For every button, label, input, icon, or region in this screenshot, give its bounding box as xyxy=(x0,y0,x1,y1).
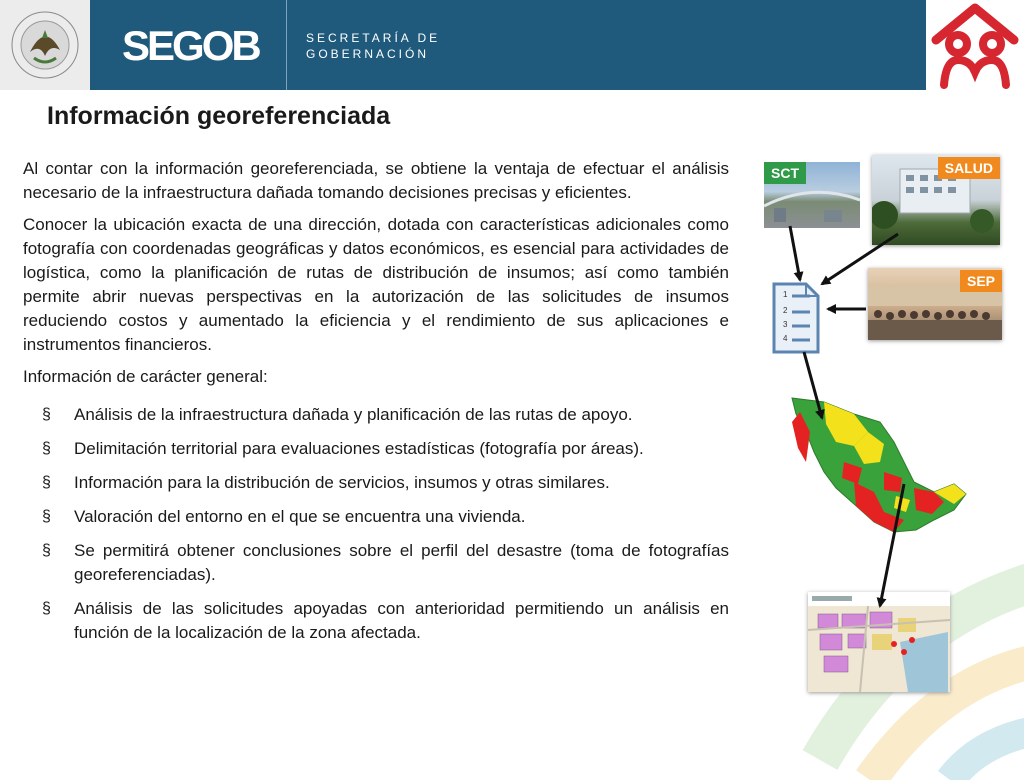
general-info-heading: Información de carácter general: xyxy=(23,367,268,386)
section-bullet-icon: § xyxy=(42,508,51,525)
mexico-seal xyxy=(0,0,91,90)
eagle-seal-icon xyxy=(0,0,90,90)
list-item-text: Se permitirá obtener conclusiones sobre el perfil del desastre (toma de fotografías georeferenciadas). xyxy=(74,541,729,584)
secretaria-text xyxy=(306,30,486,62)
doc-number: 2 xyxy=(783,306,788,315)
sct-label: SCT xyxy=(764,162,806,184)
family-logo xyxy=(926,0,1024,90)
list-item xyxy=(23,597,729,645)
list-item-text: Análisis de las solicitudes apoyadas con anterioridad permitiendo un análisis en función de la localización de la zona afectada. xyxy=(74,599,729,642)
doc-number: 3 xyxy=(783,320,788,329)
document-icon xyxy=(770,282,822,354)
sct-photo xyxy=(764,162,860,228)
detailed-area-map xyxy=(808,592,950,692)
list-item xyxy=(23,403,729,427)
secretaria-line-2: GOBERNACIÓN xyxy=(306,47,430,61)
list-item xyxy=(23,505,729,529)
page-title: Información georeferenciada xyxy=(47,102,391,130)
family-house-icon xyxy=(926,0,1024,90)
doc-number: 4 xyxy=(783,334,788,343)
secretaria-line-1: SECRETARÍA DE xyxy=(306,31,441,45)
list-item xyxy=(23,471,729,495)
list-item xyxy=(23,437,729,461)
header xyxy=(0,0,1024,90)
list-item-text: Valoración del entorno en el que se encuentra una vivienda. xyxy=(74,507,526,526)
doc-number: 1 xyxy=(783,290,788,299)
sep-photo xyxy=(868,268,1002,340)
segob-logo: SEGOB xyxy=(122,22,259,69)
bullet-list xyxy=(23,403,729,645)
section-bullet-icon: § xyxy=(42,406,51,423)
section-bullet-icon: § xyxy=(42,600,51,617)
body-text xyxy=(23,157,729,655)
section-bullet-icon: § xyxy=(42,474,51,491)
list-item xyxy=(23,539,729,587)
paragraph-2: Conocer la ubicación exacta de una dirección, dotada con características adicionales como fotografía con coordenadas geográficas y datos económicos, es esencial para actividades de logística, como la planificación de rutas de distribución de insumos; así como también permite abrir nuevas perspectivas en la autorización de las solicitudes de insumos reduciendo costos y aumentado la eficiencia y el rendimiento de sus aplicaciones e instrumentos financieros. xyxy=(23,215,729,354)
section-bullet-icon: § xyxy=(42,440,51,457)
list-item-text: Análisis de la infraestructura dañada y planificación de las rutas de apoyo. xyxy=(74,405,633,424)
salud-photo xyxy=(872,155,1000,245)
zone-map-icon xyxy=(808,592,950,692)
paragraph-1: Al contar con la información georeferenciada, se obtiene la ventaja de efectuar el análisis necesario de la infraestructura dañada tomando decisiones precisas y eficientes. xyxy=(23,159,729,202)
sep-label: SEP xyxy=(960,270,1002,292)
header-divider xyxy=(286,0,287,90)
numbered-document-icon xyxy=(770,282,822,354)
mexico-map xyxy=(784,392,974,552)
salud-label: SALUD xyxy=(938,157,1000,179)
list-item-text: Información para la distribución de servicios, insumos y otras similares. xyxy=(74,473,610,492)
section-bullet-icon: § xyxy=(42,542,51,559)
list-item-text: Delimitación territorial para evaluaciones estadísticas (fotografía por áreas). xyxy=(74,439,644,458)
